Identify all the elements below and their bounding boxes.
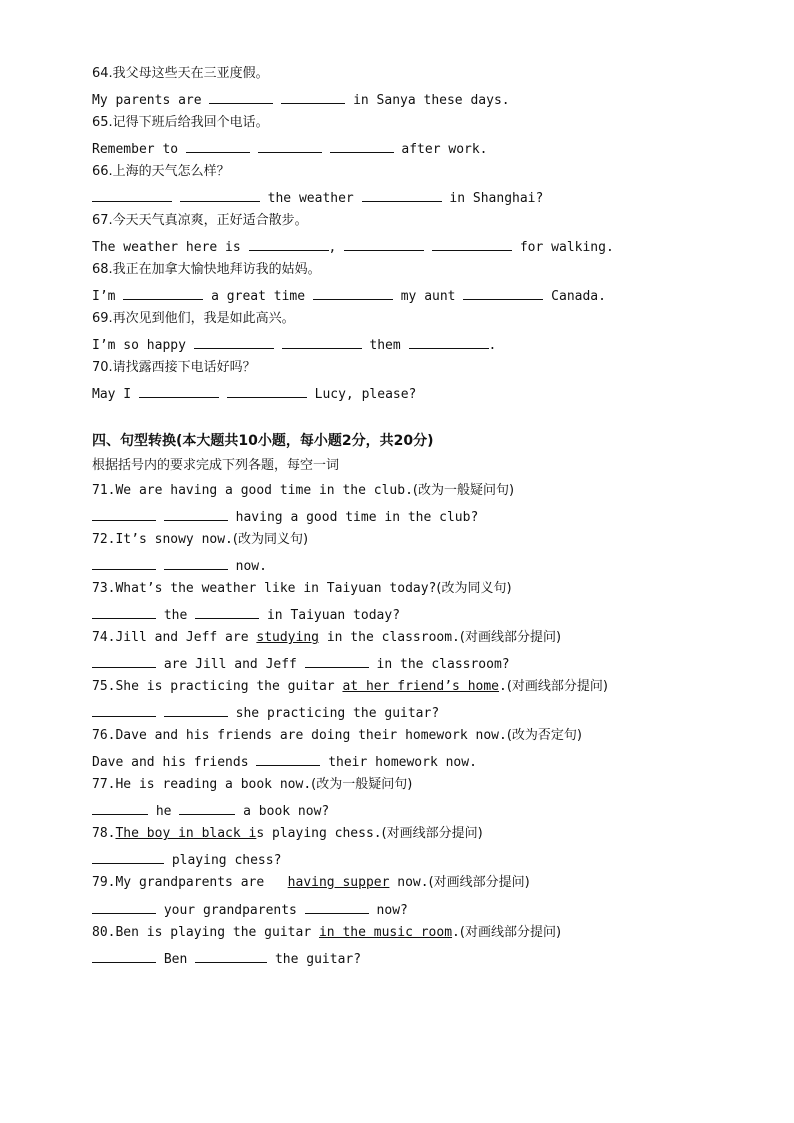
q67-prompt: 67.今天天气真凉爽，正好适合散步。 [92,213,308,228]
q64-blank-2[interactable] [281,91,345,104]
q66-blank-1[interactable] [92,189,172,202]
q64-blank-1[interactable] [209,91,273,104]
q71-note: (改为一般疑问句) [412,483,515,498]
q75-prompt [92,679,608,695]
q76-text-b: Dave and his friends [92,755,249,770]
q77-sentence: 77.He is reading a book now. [92,777,312,792]
q65-answer-line [92,140,488,158]
q73-text-b: the [163,608,188,623]
q67-text-b: , [328,240,337,255]
q65-blank-1[interactable] [186,140,250,153]
q72-prompt [92,532,308,548]
q74-note: (对画线部分提问) [459,630,562,645]
q80-blank-1[interactable] [92,950,156,963]
q67-blank-2[interactable] [344,238,424,251]
q73-prompt [92,581,512,597]
q76-note: (改为否定句) [506,728,582,743]
q73-sentence: 73.What’s the weather like in Taiyuan today? [92,581,437,596]
q72-sentence: 72.It’s snowy now. [92,532,233,547]
q72-blank-2[interactable] [164,557,228,570]
q78-number: 78. [92,826,116,841]
q67-answer-line [92,238,614,256]
q65-blank-3[interactable] [330,140,394,153]
q75-sentence-c: . [499,679,507,694]
q68-blank-3[interactable] [463,287,543,300]
q74-blank-2[interactable] [305,655,369,668]
q76-sentence: 76.Dave and his friends are doing their homework now. [92,728,507,743]
q79-prompt [92,875,530,891]
q64-text-a: My parents are [92,93,202,108]
q76-answer-line [92,753,477,771]
q75-text-d: she practicing the guitar? [235,706,440,721]
q66-blank-2[interactable] [180,189,260,202]
q69-text-a: I’m so happy [92,338,186,353]
q80-text-e: the guitar? [274,952,362,967]
q68-answer-line [92,287,606,305]
q66-blank-3[interactable] [362,189,442,202]
q77-prompt [92,777,412,793]
q69-blank-3[interactable] [409,336,489,349]
q68-text-d: Canada. [551,289,606,304]
q78-answer-line [92,851,281,869]
q78-blank-1[interactable] [92,851,164,864]
q71-blank-2[interactable] [164,508,228,521]
q79-blank-2[interactable] [305,901,369,914]
q80-blank-2[interactable] [195,950,267,963]
q70-blank-2[interactable] [227,385,307,398]
q68-prompt: 68.我正在加拿大愉快地拜访我的姑妈。 [92,262,321,277]
q80-underlined: in the music room [318,925,453,940]
q72-answer-line [92,557,267,575]
section-4-instruction: 根据括号内的要求完成下列各题，每空一词 [92,458,340,473]
q67-blank-3[interactable] [432,238,512,251]
q79-sentence-a: 79.My grandparents are [92,875,265,890]
q67-text-a: The weather here is [92,240,241,255]
q79-text-d: your grandparents [163,903,297,918]
q70-answer-line [92,385,416,403]
q73-note: (改为同义句) [436,581,512,596]
q77-answer-line [92,802,329,820]
q72-note: (改为同义句) [232,532,309,547]
q64-answer-line [92,91,510,109]
q69-blank-1[interactable] [194,336,274,349]
q74-text-d: are Jill and Jeff [163,657,297,672]
q78-prompt [92,826,483,842]
section-4-heading: 四、句型转换(本大题共10小题，每小题2分，共20分) [92,433,434,449]
q70-text-b: Lucy, please? [314,387,417,402]
q77-note: (改为一般疑问句) [311,777,413,792]
q69-text-c: . [488,338,497,353]
q71-blank-1[interactable] [92,508,156,521]
q79-underlined: having supper [287,875,390,890]
q71-answer-line [92,508,478,526]
q74-sentence-a: 74.Jill and Jeff are [92,630,249,645]
q66-prompt: 66.上海的天气怎么样？ [92,164,230,179]
q78-underlined: The boy in black i [115,826,257,841]
q75-note: (对画线部分提问) [506,679,608,694]
q66-answer-line [92,189,543,207]
q74-text-e: in the classroom? [376,657,510,672]
q70-blank-1[interactable] [139,385,219,398]
q68-text-c: my aunt [400,289,456,304]
q66-text-b: in Shanghai? [449,191,544,206]
q72-blank-1[interactable] [92,557,156,570]
q74-prompt [92,630,561,646]
q78-note: (对画线部分提问) [381,826,483,841]
q76-text-c: their homework now. [328,755,477,770]
q67-text-c: for walking. [519,240,614,255]
q70-text-a: May I [92,387,132,402]
q80-sentence-a: 80.Ben is playing the guitar [92,925,312,940]
q68-blank-1[interactable] [123,287,203,300]
q77-blank-2[interactable] [179,802,235,815]
q74-blank-1[interactable] [92,655,156,668]
q64-text-b: in Sanya these days. [353,93,510,108]
q77-blank-1[interactable] [92,802,148,815]
q75-blank-2[interactable] [164,704,228,717]
q73-blank-1[interactable] [92,606,156,619]
q76-prompt [92,728,582,744]
q74-sentence-c: in the classroom. [326,630,460,645]
q77-text-b: he [155,804,172,819]
q65-blank-2[interactable] [258,140,322,153]
q71-prompt [92,483,514,499]
q78-sentence-c: s playing chess. [256,826,382,841]
q73-answer-line [92,606,400,624]
q79-text-e: now? [376,903,408,918]
q75-blank-1[interactable] [92,704,156,717]
q64-prompt: 64.我父母这些天在三亚度假。 [92,66,269,81]
q65-text-b: after work. [401,142,488,157]
q68-text-a: I’m [92,289,116,304]
q71-sentence: 71.We are having a good time in the club. [92,483,413,498]
q74-underlined: studying [256,630,319,645]
q70-prompt: 70.请找露西接下电话好吗？ [92,360,256,375]
q71-text-b: having a good time in the club? [235,510,479,525]
q65-prompt: 65.记得下班后给我回个电话。 [92,115,269,130]
q75-underlined: at her friend’s home [342,679,500,694]
q80-note: (对画线部分提问) [459,925,562,940]
q79-blank-1[interactable] [92,901,156,914]
q79-answer-line [92,901,408,919]
q73-text-c: in Taiyuan today? [266,608,401,623]
q79-sentence-c: now. [397,875,429,890]
q65-text-a: Remember to [92,142,179,157]
q79-note: (对画线部分提问) [428,875,530,890]
q67-blank-1[interactable] [249,238,329,251]
q80-sentence-c: . [452,925,460,940]
q80-text-d: Ben [163,952,188,967]
q69-text-b: them [369,338,401,353]
q80-answer-line [92,950,361,968]
q74-answer-line [92,655,510,673]
q80-prompt [92,925,561,941]
q68-blank-2[interactable] [313,287,393,300]
q72-text-b: now. [235,559,267,574]
q76-blank-1[interactable] [256,753,320,766]
q77-text-c: a book now? [243,804,330,819]
q78-text-d: playing chess? [171,853,282,868]
q73-blank-2[interactable] [195,606,259,619]
q68-text-b: a great time [211,289,306,304]
q75-sentence-a: 75.She is practicing the guitar [92,679,335,694]
q75-answer-line [92,704,439,722]
q69-blank-2[interactable] [282,336,362,349]
q69-answer-line [92,336,496,354]
q69-prompt: 69.再次见到他们，我是如此高兴。 [92,311,295,326]
q66-text-a: the weather [267,191,354,206]
